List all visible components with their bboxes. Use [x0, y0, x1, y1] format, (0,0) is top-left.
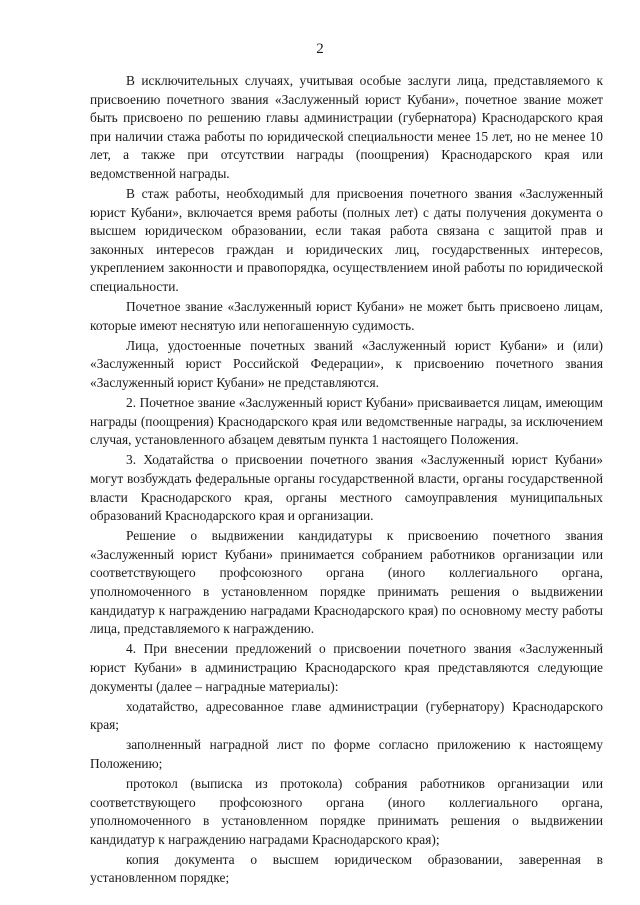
paragraph-criminal-record: Почетное звание «Заслуженный юрист Кубани» не может быть присвоено лицам, которые имеют неснятую или непогашенную судимость.	[90, 299, 603, 333]
document-body	[90, 72, 603, 888]
list-item-award-sheet: заполненный наградной лист по форме согласно приложению к настоящему Положению;	[90, 737, 603, 771]
paragraph-item-2: 2. Почетное звание «Заслуженный юрист Кубани» присваивается лицам, имеющим награды (поощрения) Краснодарского края или ведомственные награды, за исключением случая, установленного абзацем девятым пункта 1 настоящего Положения.	[90, 395, 603, 448]
list-item-petition: ходатайство, адресованное главе администрации (губернатору) Краснодарского края;	[90, 698, 603, 733]
paragraph-already-awarded: Лица, удостоенные почетных званий «Заслуженный юрист Кубани» и (или) «Заслуженный юрист Российской Федерации», к присвоению почетного звания «Заслуженный юрист Кубани» не представляются.	[90, 337, 603, 390]
list-item-diploma-copy: копия документа о высшем юридическом образовании, заверенная в установленном порядке;	[90, 851, 603, 886]
paragraph-item-4: 4. При внесении предложений о присвоении почетного звания «Заслуженный юрист Кубани» в администрацию Краснодарского края представляются следующие документы (далее – наградные материалы):	[90, 641, 603, 694]
paragraph-work-experience: В стаж работы, необходимый для присвоения почетного звания «Заслуженный юрист Кубани», включается время работы (полных лет) с даты получения документа о высшем юридическом образовании, если такая работа связана с защитой прав и законных интересов граждан и юридических лиц, государственных интересов, укреплением законности и правопорядка, осуществлением иной работы по юридической специальности.	[90, 186, 603, 295]
paragraph-exceptional-cases: В исключительных случаях, учитывая особые заслуги лица, представляемого к присвоению почетного звания «Заслуженный юрист Кубани», почетное звание может быть присвоено по решению главы администрации (губернатора) Краснодарского края при наличии стажа работы по юридической специальности менее 15 лет, но не менее 10 лет, а также при отсутствии награды (поощрения) Краснодарского края или ведомственной награды.	[90, 73, 603, 181]
paragraph-item-3: 3. Ходатайства о присвоении почетного звания «Заслуженный юрист Кубани» могут возбуждать федеральные органы государственной власти, органы государственной власти Краснодарского края, органы местного самоуправления муниципальных образований Краснодарского края и организации.	[90, 452, 603, 524]
list-item-protocol: протокол (выписка из протокола) собрания работников организации или соответствующего профсоюзного органа (иного коллегиального органа, уполномоченного в установленном порядке принимать решения о выдвижении кандидатур к награждению наградами Краснодарского края);	[90, 775, 603, 847]
paragraph-nomination-decision: Решение о выдвижении кандидатуры к присвоению почетного звания «Заслуженный юрист Кубани» принимается собранием работников организации или соответствующего профсоюзного органа (иного коллегиального органа, уполномоченного в установленном порядке принимать решения о выдвижении кандидатур к награждению наградами Краснодарского края) по основному месту работы лица, представляемого к награждению.	[90, 528, 603, 637]
page-number: 2	[316, 41, 324, 57]
